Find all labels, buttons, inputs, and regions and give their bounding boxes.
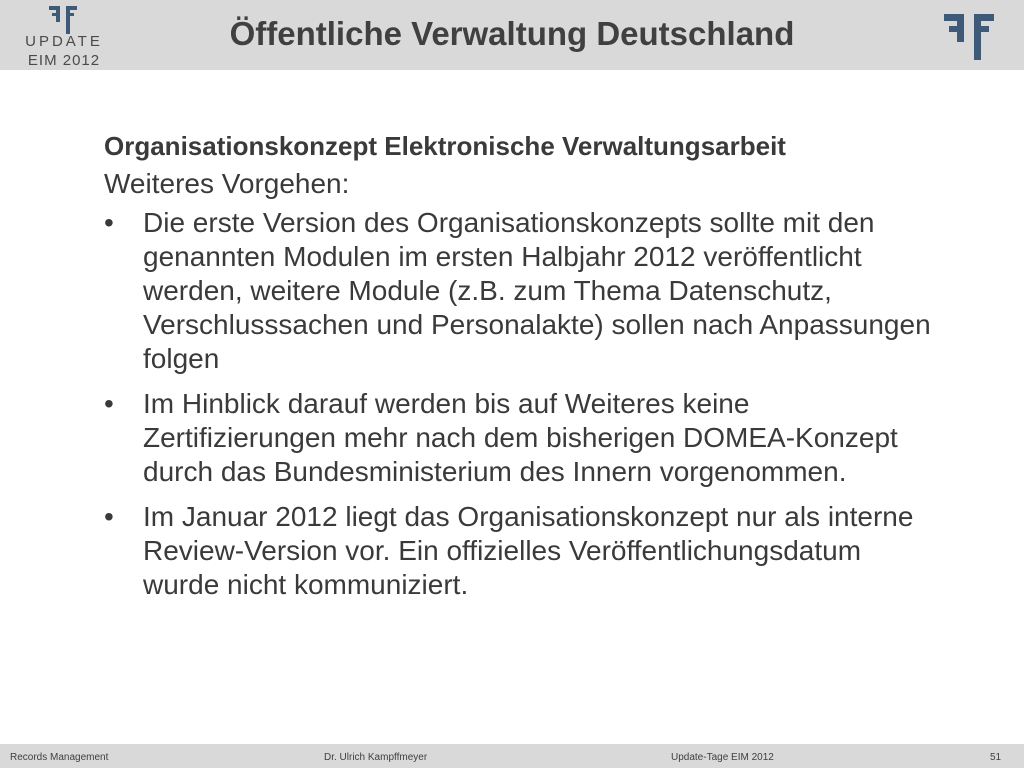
footer-topic: Records Management — [10, 752, 109, 763]
bullet-item — [104, 387, 934, 489]
slide-content — [104, 128, 934, 613]
pk-logo-icon — [49, 6, 77, 34]
bullet-text: Die erste Version des Organisationskonzepts sollte mit den genannten Modulen im ersten Halbjahr 2012 veröffentlicht werden, weitere Module (z.B. zum Thema Datenschutz, Verschlusssachen und Personalakte) sollen nach Anpassungen folgen — [143, 207, 931, 374]
bullet-list — [104, 206, 934, 602]
bullet-item — [104, 500, 934, 602]
bullet-text: Im Januar 2012 liegt das Organisationskonzept nur als interne Review-Version vor. Ein offizielles Veröffentlichungsdatum wurde nicht kommuniziert. — [143, 501, 914, 600]
bullet-item — [104, 206, 934, 376]
content-subheading: Weiteres Vorgehen: — [104, 168, 350, 199]
bullet-icon: • — [104, 207, 114, 238]
brand-line-eim: EIM 2012 — [27, 52, 101, 69]
content-heading: Organisationskonzept Elektronische Verwaltungsarbeit — [104, 131, 786, 161]
footer-bar — [0, 744, 1024, 768]
slide-title: Öffentliche Verwaltung Deutschland — [229, 15, 795, 52]
footer-author: Dr. Ulrich Kampffmeyer — [324, 752, 428, 763]
header-bar — [0, 0, 1024, 70]
bullet-icon: • — [104, 501, 114, 532]
bullet-icon: • — [104, 388, 114, 419]
footer-event: Update-Tage EIM 2012 — [671, 752, 774, 763]
page-number: 51 — [990, 752, 1002, 763]
update-eim-brand — [0, 4, 128, 68]
bullet-text: Im Hinblick darauf werden bis auf Weiteres keine Zertifizierungen mehr nach dem bisherigen DOMEA-Konzept durch das Bundesministerium des Innern vorgenommen. — [143, 388, 898, 487]
brand-line-update: UPDATE — [25, 33, 103, 50]
pk-logo-icon-large — [944, 14, 994, 60]
